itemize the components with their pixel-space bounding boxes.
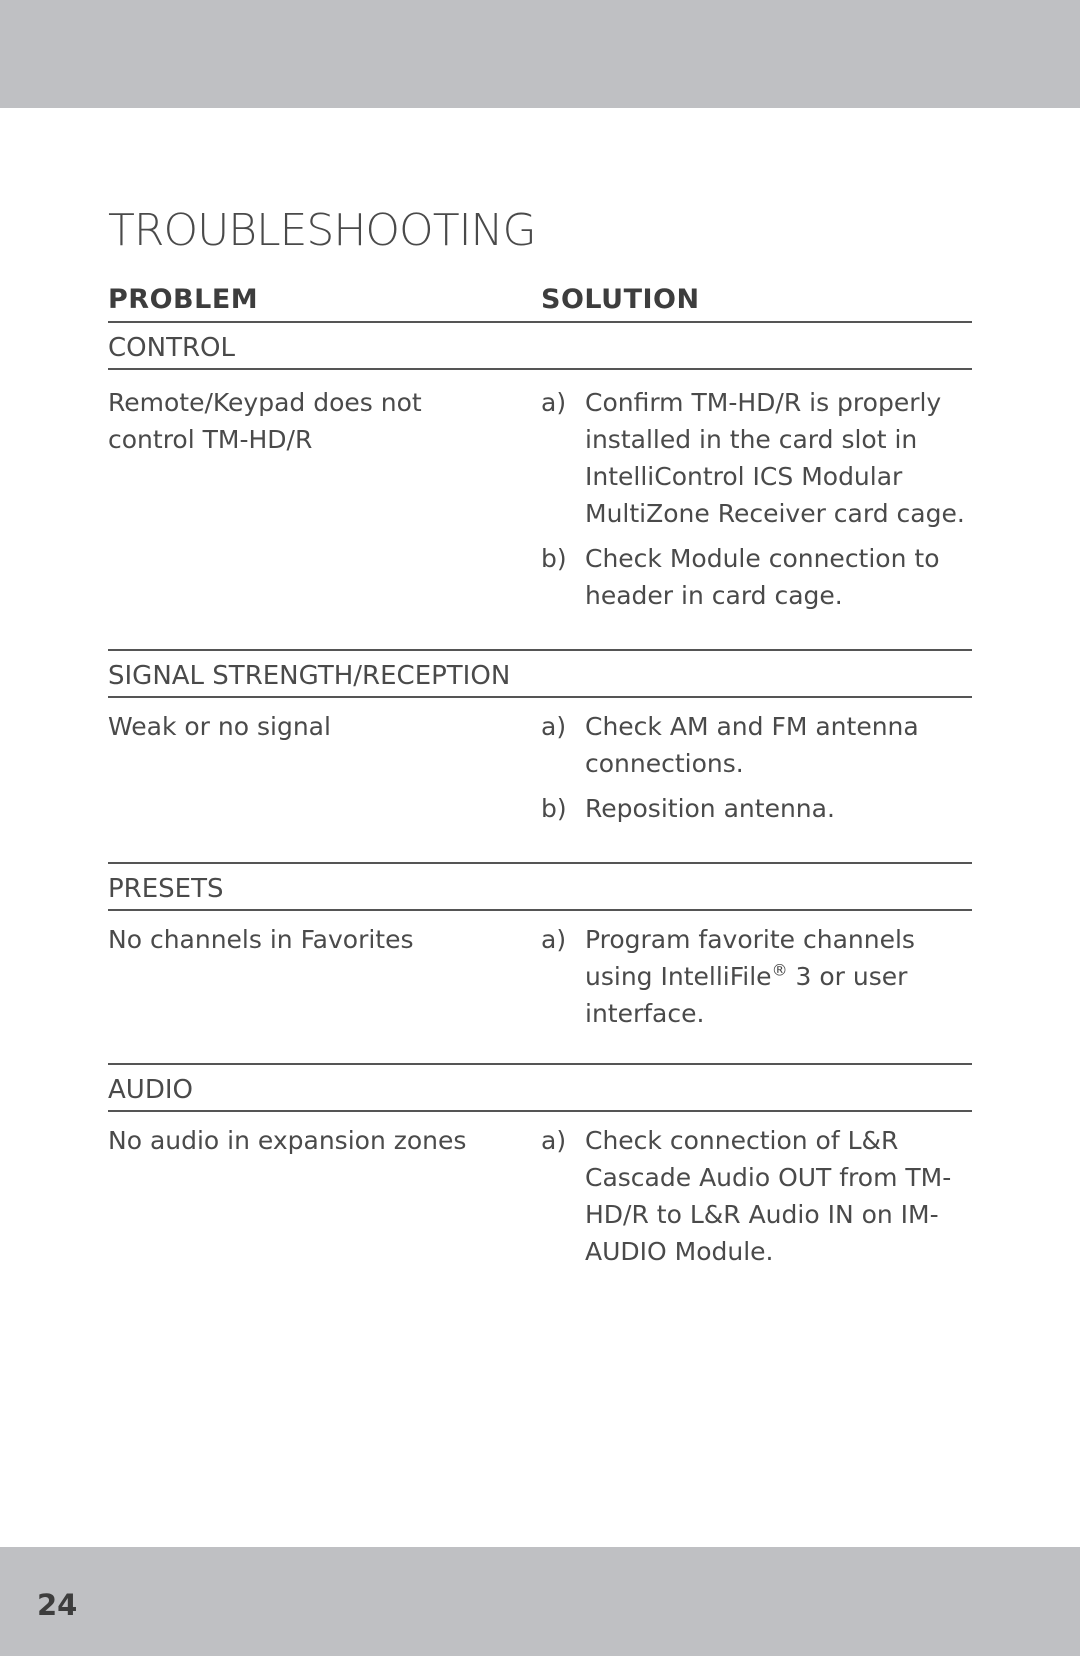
problem-text: Remote/Keypad does not control TM-HD/R xyxy=(108,388,422,454)
solution-item xyxy=(541,384,972,532)
solution-list xyxy=(541,708,972,835)
solution-text-start: Program favorite channels using IntelliFile xyxy=(585,925,915,991)
solution-label: a) xyxy=(541,1126,567,1155)
section-presets xyxy=(108,862,972,1063)
solution-label: b) xyxy=(541,794,567,823)
table-row xyxy=(108,911,972,1063)
problem-text: No audio in expansion zones xyxy=(108,1126,467,1155)
solution-text: Check connection of L&R Cascade Audio OUT from TM-HD/R to L&R Audio IN on IM-AUDIO Module. xyxy=(585,1126,952,1266)
section-title: PRESETS xyxy=(108,864,972,911)
solution-label: a) xyxy=(541,712,567,741)
section-control xyxy=(108,323,972,649)
solution-column-header: SOLUTION xyxy=(541,284,700,315)
problem-text: Weak or no signal xyxy=(108,712,331,741)
page-title: TROUBLESHOOTING xyxy=(108,205,536,256)
section-signal xyxy=(108,649,972,862)
solution-text: Check AM and FM antenna connections. xyxy=(585,712,919,778)
solution-text: Confirm TM-HD/R is properly installed in the card slot in IntelliControl ICS Modular MultiZone Receiver card cage. xyxy=(585,388,965,528)
section-title: AUDIO xyxy=(108,1065,972,1112)
section-audio xyxy=(108,1063,972,1278)
solution-text-end: 3 or user interface. xyxy=(585,962,908,1028)
solution-list xyxy=(541,1122,972,1278)
solution-label: b) xyxy=(541,544,567,573)
table-row xyxy=(108,370,972,649)
solution-item xyxy=(541,540,972,614)
page-number: 24 xyxy=(37,1588,78,1622)
solution-item xyxy=(541,790,972,827)
solution-item xyxy=(541,708,972,782)
registered-mark: ® xyxy=(771,960,788,980)
solution-list xyxy=(541,384,972,622)
table-row xyxy=(108,1112,972,1278)
solution-item xyxy=(541,921,972,1032)
solution-item xyxy=(541,1122,972,1270)
solution-label: a) xyxy=(541,388,567,417)
section-title: SIGNAL STRENGTH/RECEPTION xyxy=(108,651,972,698)
column-headers xyxy=(108,284,972,323)
solution-text xyxy=(585,921,972,1032)
footer-band xyxy=(0,1547,1080,1656)
solution-text: Reposition antenna. xyxy=(585,794,835,823)
header-band xyxy=(0,0,1080,108)
troubleshooting-table xyxy=(108,284,972,1278)
section-title: CONTROL xyxy=(108,323,972,370)
problem-text: No channels in Favorites xyxy=(108,925,414,954)
problem-column-header: PROBLEM xyxy=(108,284,259,315)
solution-label: a) xyxy=(541,925,567,954)
solution-list xyxy=(541,921,972,1040)
solution-text: Check Module connection to header in card cage. xyxy=(585,544,940,610)
table-row xyxy=(108,698,972,862)
